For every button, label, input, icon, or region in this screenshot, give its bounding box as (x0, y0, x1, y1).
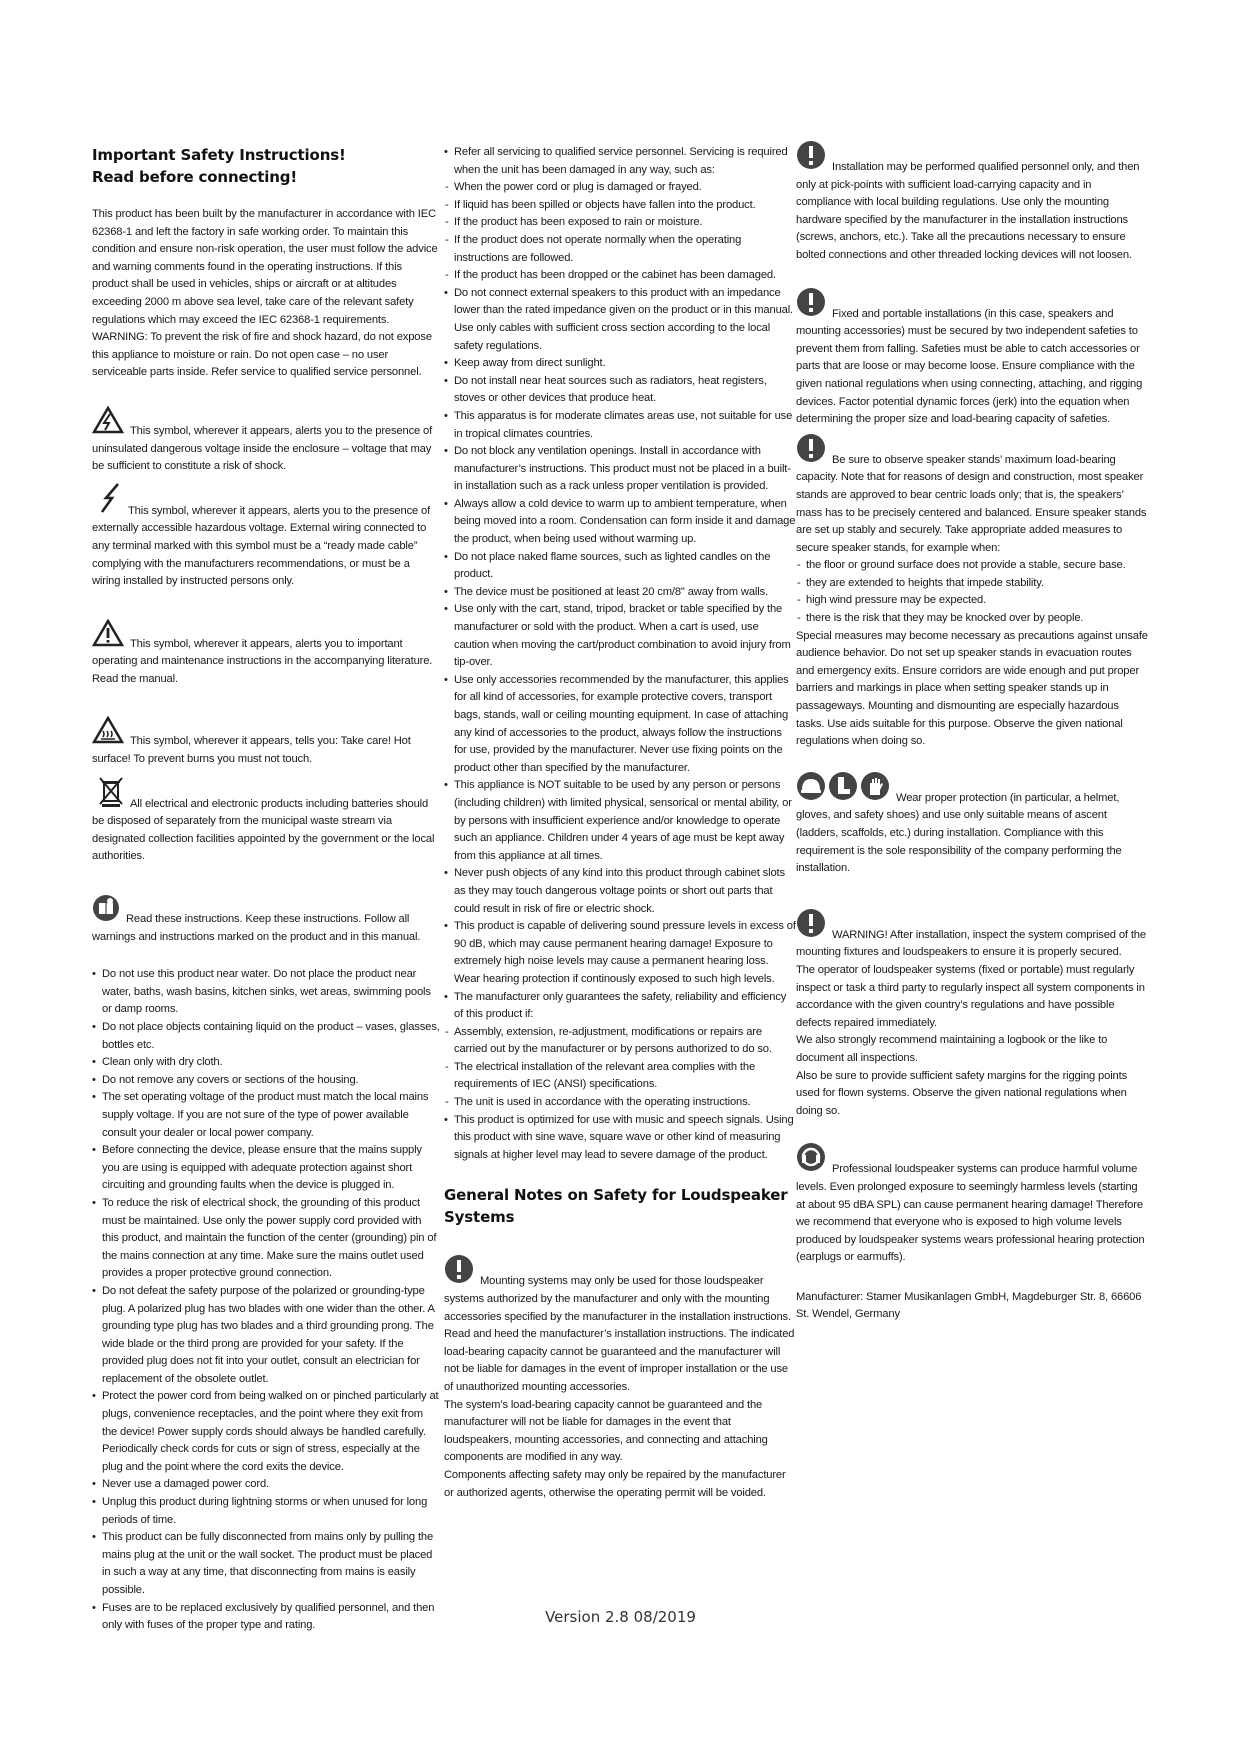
general-bullet-list (444, 285, 796, 1024)
stands-block (796, 433, 1148, 558)
exclamation-circle-icon (796, 287, 826, 324)
symbol-hazardous-block (92, 482, 440, 591)
optimized-list (444, 1112, 796, 1165)
list-item: • Do not place objects containing liquid on the product – vases, glasses, bottles etc. (92, 1019, 440, 1054)
crossed-bin-icon (98, 775, 124, 814)
list-item: • Unplug this product during lightning storms or when unused for long periods of time. (92, 1494, 440, 1529)
list-item: • The device must be positioned at least 20 cm/8" away from walls. (444, 584, 796, 602)
symbol-weee-text: All electrical and electronic products including batteries should be disposed of separately from the municipal waste stream via designated collection facilities appointed by the government or the local authorities. (92, 797, 435, 863)
list-item: - there is the risk that they may be knocked over by people. (796, 610, 1148, 628)
list-item: • Always allow a cold device to warm up to ambient temperature, when being moved into a room. Condensation can form inside it and damage the product, when being used without warming up. (444, 496, 796, 549)
hearing-block (796, 1142, 1148, 1267)
special-paragraph: Special measures may become necessary as precautions against unsafe audience behavior. Do not set up speaker stands in evacuation routes and emergency exits. Ensure corridors are wide enough and put proper barriers and markings in place when setting speaker stands up in passageways. Mounting and dismounting are especially hazardous tasks. Use aids suitable for this purpose. Observe the given national regulations when doing so. (796, 629, 1148, 748)
list-item: • Before connecting the device, please ensure that the mains supply you are using is equipped with adequate protection against short circuiting and grounding faults when the device is plugged in. (92, 1142, 440, 1195)
symbol-warning-text: This symbol, wherever it appears, alerts you to important operating and maintenance instructions in the accompanying literature. Read the manual. (92, 637, 433, 685)
boot-icon (828, 771, 858, 808)
exclamation-circle-icon (796, 433, 826, 470)
fixed-block (796, 287, 1148, 429)
lightning-bolt-icon (98, 482, 122, 521)
section-title-line-1: General Notes on Safety for Loudspeaker (444, 1186, 788, 1205)
title-line-2: Read before connecting! (92, 168, 298, 186)
list-item: - The electrical installation of the relevant area complies with the requirements of IEC (ANSI) specifications. (444, 1059, 796, 1094)
exclamation-circle-icon (796, 140, 826, 177)
list-item: - If liquid has been spilled or objects have fallen into the product. (444, 197, 796, 215)
list-item: • Do not use this product near water. Do not place the product near water, baths, wash basins, kitchen sinks, wet areas, swimming pools or damp rooms. (92, 966, 440, 1019)
list-item: - the floor or ground surface does not provide a stable, secure base. (796, 557, 1148, 575)
components-paragraph: Components affecting safety may only be repaired by the manufacturer or authorized agents, otherwise the operating permit will be voided. (444, 1468, 786, 1499)
symbol-read-block (92, 894, 440, 946)
symbol-hazardous-text: This symbol, wherever it appears, alerts you to the presence of externally accessible hazardous voltage. External wiring connected to any terminal marked with this symbol must be a “ready made cable” complying with the manufacturers recommendations, or must be a wiring installed by instructed persons only. (92, 504, 431, 588)
list-item: - Assembly, extension, re-adjustment, modifications or repairs are carried out by the manufacturer or by persons authorized to do so. (444, 1024, 796, 1059)
margins-paragraph: Also be sure to provide sufficient safety margins for the rigging points used for flown systems. Observe the given national regulations when doing so. (796, 1069, 1128, 1117)
list-item: • This product is optimized for use with music and speech signals. Using this product with sine wave, square wave or other kind of measuring signals at higher level may lead to severe damage of the product. (444, 1112, 796, 1165)
helmet-icon (796, 771, 826, 808)
list-item: • Never use a damaged power cord. (92, 1476, 440, 1494)
load-paragraph: The system’s load-bearing capacity cannot be guaranteed and the manufacturer will not be liable for damages in the event that loudspeakers, mounting accessories, and connecting and attaching components are modified in any way. (444, 1398, 768, 1464)
list-item: • Use only accessories recommended by the manufacturer, this applies for all kind of accessories, for example protective covers, transport bags, stands, wall or ceiling mounting equipment. In case of attaching any kind of accessories to the product, always follow the instructions for use, provided by the manufacturer. Never use fixing points on the product other than specified by the manufacturer. (444, 672, 796, 778)
service-cases-list (444, 179, 796, 285)
logbook-paragraph: We also strongly recommend maintaining a logbook or the like to document all inspections. (796, 1034, 1108, 1064)
column-2 (444, 144, 796, 1502)
hearing-protection-icon (796, 1142, 826, 1179)
list-item: • Protect the power cord from being walked on or pinched particularly at plugs, convenience receptacles, and the point where they exit from the device! Power supply cords should always be handled carefully. Periodically check cords for cuts or sign of stress, especially at the plug and the point where the cord exits the device. (92, 1388, 440, 1476)
main-title (92, 144, 440, 188)
operator-paragraph: The operator of loudspeaker systems (fixed or portable) must regularly inspect or task a third party to regularly inspect all system components in accordance with the given country’s regulations and have possible defects repaired immediately. (796, 963, 1145, 1029)
page (44, 108, 1202, 1668)
intro-paragraph: This product has been built by the manufacturer in accordance with IEC 62368-1 and left the factory in safe working order. To maintain this condition and ensure non-risk operation, the user must follow the advice and warning comments found in the operating instructions. If this product shall be used in vehicles, ships or aircraft or at altitudes exceeding 2000 m above sea level, take care of the relevant safety regulations which may exceed the IEC 62368-1 requirements. WARNING: To prevent the risk of fire and shock hazard, do not expose this appliance to moisture or rain. Do not open case – no user serviceable parts inside. Refer service to qualified service personnel. (92, 208, 438, 379)
hearing-text: Professional loudspeaker systems can produce harmful volume levels. Even prolonged exposure to seemingly harmless levels (starting at about 95 dBA SPL) can cause permanent hearing damage! Therefore we recommend that everyone who is exposed to high volume levels produced by loudspeaker systems wears professional hearing protection (earplugs or earmuffs). (796, 1163, 1145, 1264)
read-manual-icon (92, 894, 120, 929)
stands-text: Be sure to observe speaker stands’ maximum load-bearing capacity. Note that for reasons of design and construction, most speaker stands are approved to bear centric loads only; that is, the speakers’ mass has to be precisely centered and balanced. Ensure speaker stands are set up stably and securely. Take appropriate added measures to secure speaker stands, for example when: (796, 453, 1147, 554)
warning-block (796, 908, 1148, 962)
fixed-text: Fixed and portable installations (in this case, speakers and mounting accessories) must be secured by two independent safeties to prevent them from falling. Safeties must be able to catch accessories or parts that are loose or may become loose. Ensure compliance with the given national regulations when using connecting, attaching, and rigging devices. Factor potential dynamic forces (jerk) into the equation when determining the proper size and load-bearing capacity of safeties. (796, 307, 1143, 426)
protection-text: Wear proper protection (in particular, a helmet, gloves, and safety shoes) and use only suitable means of ascent (ladders, scaffolds, etc.) during installation. Compliance with this requirement is the sole responsibility of the company performing the installation. (796, 791, 1122, 875)
installation-block (796, 140, 1148, 265)
list-item: • This appliance is NOT suitable to be used by any person or persons (including children) with limited physical, sensorical or mental ability, or by persons with insufficient experience and/or knowledge to operate such an appliance. Children under 4 years of age must be kept away from this appliance at all times. (444, 777, 796, 865)
safety-bullet-list (92, 966, 440, 1635)
symbol-read-text: Read these instructions. Keep these instructions. Follow all warnings and instructions marked on the product and in this manual. (92, 913, 421, 943)
list-item: • This apparatus is for moderate climates areas use, not suitable for use in tropical climates countries. (444, 408, 796, 443)
protection-block (796, 771, 1148, 878)
installation-text: Installation may be performed qualified personnel only, and then only at pick-points with sufficient load-carrying capacity and in compliance with local building regulations. Use only the mounting hardware specified by the manufacturer in the installation instructions (screws, anchors, etc.). Take all the precautions necessary to ensure bolted connections and other threaded locking devices will not loosen. (796, 161, 1140, 261)
list-item: • Do not connect external speakers to this product with an impedance lower than the rated impedance given on the product or in this manual. Use only cables with sufficient cross section according to the local safety regulations. (444, 285, 796, 355)
symbol-warning-block (92, 619, 440, 689)
list-item: - they are extended to heights that impede stability. (796, 575, 1148, 593)
version-footer: Version 2.8 08/2019 (545, 1608, 696, 1626)
list-item: • This product can be fully disconnected from mains only by pulling the mains plug at the unit or the wall socket. The product must be placed in such a way at any time, that disconnecting from mains is easily possible. (92, 1529, 440, 1599)
exclamation-circle-icon (796, 908, 826, 945)
exclamation-circle-icon (444, 1254, 474, 1291)
symbol-hot-block (92, 716, 440, 768)
mounting-block (444, 1254, 796, 1396)
manufacturer-paragraph: Manufacturer: Stamer Musikanlagen GmbH, Magdeburger Str. 8, 66606 St. Wendel, Germany (796, 1290, 1142, 1321)
list-item: • Keep away from direct sunlight. (444, 355, 796, 373)
column-3 (796, 144, 1148, 1324)
list-item: - If the product does not operate normally when the operating instructions are followed. (444, 232, 796, 267)
section-title-line-2: Systems (444, 1208, 515, 1227)
symbol-voltage-block (92, 406, 440, 476)
service-list (444, 144, 796, 179)
list-item: • The manufacturer only guarantees the safety, reliability and efficiency of this product if: (444, 989, 796, 1024)
glove-icon (860, 771, 890, 808)
list-item: - high wind pressure may be expected. (796, 592, 1148, 610)
list-item: • Use only with the cart, stand, tripod, bracket or table specified by the manufacturer or sold with the product. When a cart is used, use caution when moving the cart/product combination to avoid injury from tip-over. (444, 601, 796, 671)
list-item: • This product is capable of delivering sound pressure levels in excess of 90 dB, which may cause permanent hearing damage! Exposure to extremely high noise levels may cause a permanent hearing loss. Wear hearing protection if continously exposed to such high levels. (444, 918, 796, 988)
section-title (444, 1184, 796, 1228)
symbol-voltage-text: This symbol, wherever it appears, alerts you to the presence of uninsulated dangerous voltage inside the enclosure – voltage that may be sufficient to constitute a risk of shock. (92, 424, 433, 473)
stand-cases-list (796, 557, 1148, 627)
symbol-hot-text: This symbol, wherever it appears, tells you: Take care! Hot surface! To prevent burns you must not touch. (92, 735, 411, 766)
symbol-weee-block (92, 775, 440, 866)
list-item: • Clean only with dry cloth. (92, 1054, 440, 1072)
list-item: • Do not remove any covers or sections of the housing. (92, 1072, 440, 1090)
high-voltage-triangle-icon (92, 406, 124, 441)
title-line-1: Important Safety Instructions! (92, 146, 346, 164)
list-item: • The set operating voltage of the product must match the local mains supply voltage. If you are not sure of the type of power available consult your dealer or local power company. (92, 1089, 440, 1142)
list-item: • Never push objects of any kind into this product through cabinet slots as they may touch dangerous voltage points or short out parts that could result in risk of fire or electric shock. (444, 865, 796, 918)
list-item: • Do not place naked flame sources, such as lighted candles on the product. (444, 549, 796, 584)
warning-text: WARNING! After installation, inspect the system comprised of the mounting fixtures and loudspeakers to ensure it is properly secured. (796, 928, 1146, 959)
list-item: • Do not install near heat sources such as radiators, heat registers, stoves or other devices that produce heat. (444, 373, 796, 408)
list-item: - If the product has been exposed to rain or moisture. (444, 214, 796, 232)
list-item: • Refer all servicing to qualified service personnel. Servicing is required when the unit has been damaged in any way, such as: (444, 144, 796, 179)
list-item: • Do not block any ventilation openings. Install in accordance with manufacturer’s instructions. This product must not be placed in a built-in installation such as a rack unless proper ventilation is provided. (444, 443, 796, 496)
column-1 (92, 144, 440, 1635)
list-item: • Fuses are to be replaced exclusively by qualified personnel, and then only with fuses of the proper type and rating. (92, 1600, 440, 1635)
list-item: - The unit is used in accordance with the operating instructions. (444, 1094, 796, 1112)
list-item: - When the power cord or plug is damaged or frayed. (444, 179, 796, 197)
list-item: • Do not defeat the safety purpose of the polarized or grounding-type plug. A polarized plug has two blades with one wider than the other. A grounding type plug has two blades and a third grounding prong. The wide blade or the third prong are provided for your safety. If the provided plug does not fit into your outlet, consult an electrician for replacement of the obsolete outlet. (92, 1283, 440, 1389)
list-item: • To reduce the risk of electrical shock, the grounding of this product must be maintained. Use only the power supply cord provided with this product, and maintain the function of the center (grounding) pin of the mains connection at any time. Make sure the mains outlet used provides a proper protective ground connection. (92, 1195, 440, 1283)
warning-triangle-icon (92, 619, 124, 654)
guarantee-cases-list (444, 1024, 796, 1112)
list-item: - If the product has been dropped or the cabinet has been damaged. (444, 267, 796, 285)
mounting-text: Mounting systems may only be used for those loudspeaker systems authorized by the manufacturer and only with the mounting accessories specified by the manufacturer in the installation instructions. Read and heed the manufacturer’s installation instructions. The indicated load-bearing capacity cannot be guaranteed and the manufacturer will not be liable for damages in the event of improper installation or the use of unauthorized mounting accessories. (444, 1275, 795, 1393)
hot-surface-icon (92, 716, 124, 751)
